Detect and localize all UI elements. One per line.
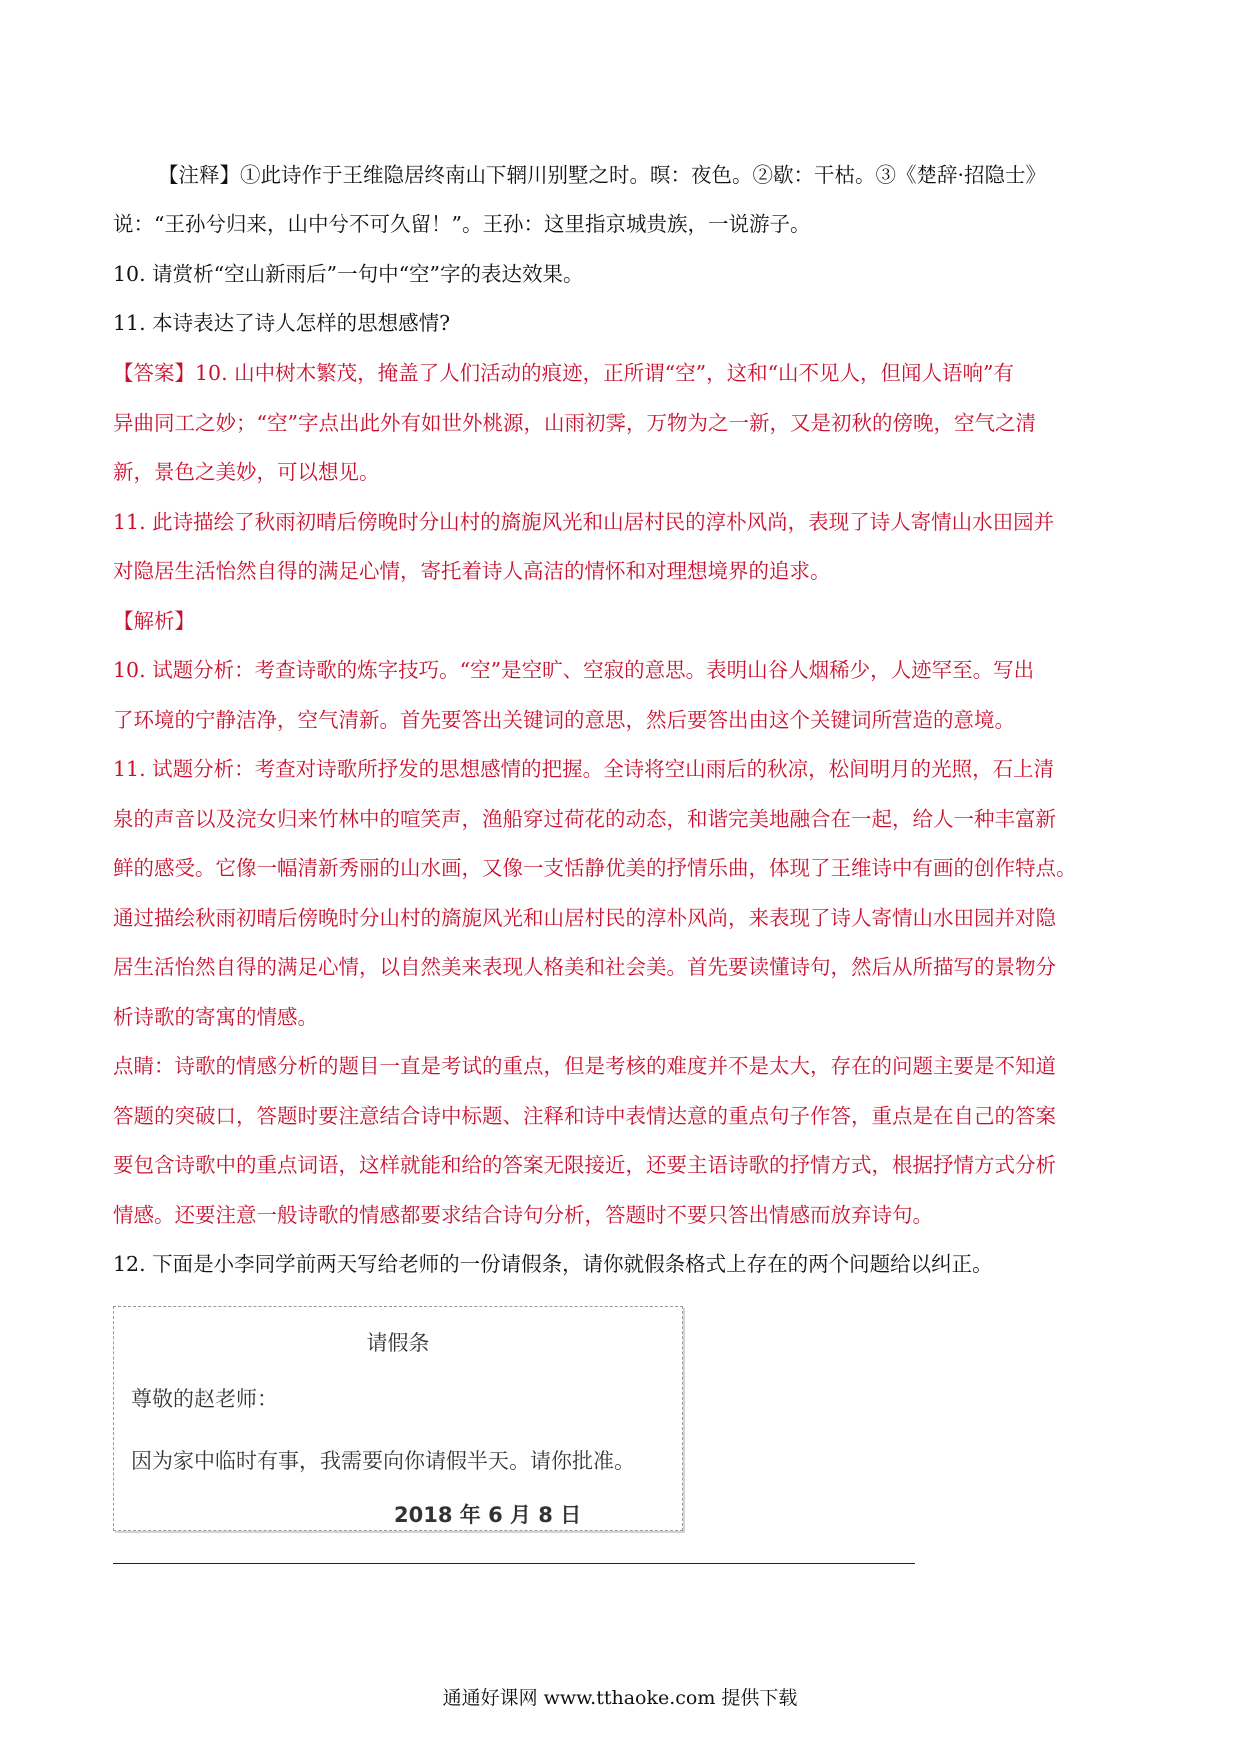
leave-note-greeting: 尊敬的赵老师： [131, 1387, 278, 1411]
analysis-11-line-2: 泉的声音以及浣女归来竹林中的喧笑声，渔船穿过荷花的动态，和谐完美地融合在一起，给人一种丰富新 [113, 807, 1056, 831]
annotation-line-2: 说：“王孙兮归来，山中兮不可久留！”。王孙：这里指京城贵族，一说游子。 [113, 212, 811, 236]
leave-note-body: 因为家中临时有事，我需要向你请假半天。请你批准。 [131, 1449, 635, 1473]
analysis-10-line-2: 了环境的宁静洁净，空气清新。首先要答出关键词的意思，然后要答出由这个关键词所营造的意境。 [113, 708, 1015, 732]
question-10: 10. 请赏析“空山新雨后”一句中“空”字的表达效果。 [113, 262, 584, 286]
analysis-11-line-5: 居生活怡然自得的满足心情，以自然美来表现人格美和社会美。首先要读懂诗句，然后从所描写的景物分 [113, 955, 1056, 979]
answer-10-line-1: 【答案】10. 山中树木繁茂，掩盖了人们活动的痕迹，正所谓“空”，这和“山不见人，但闻人语响”有 [113, 361, 1015, 385]
analysis-11-line-4: 通过描绘秋雨初晴后傍晚时分山村的旖旎风光和山居村民的淳朴风尚，来表现了诗人寄情山水田园并对隐 [113, 906, 1056, 930]
analysis-11-line-1: 11. 试题分析：考查对诗歌所抒发的思想感情的把握。全诗将空山雨后的秋凉，松间明月的光照，石上清 [113, 757, 1055, 781]
question-11: 11. 本诗表达了诗人怎样的思想感情? [113, 311, 451, 335]
answer-11-line-1: 11. 此诗描绘了秋雨初晴后傍晚时分山村的旖旎风光和山居村民的淳朴风尚，表现了诗人寄情山水田园并 [113, 510, 1055, 534]
footer-source: 通通好课网 www.tthaoke.com 提供下载 [442, 1687, 798, 1709]
tip-line-3: 要包含诗歌中的重点词语，这样就能和给的答案无限接近，还要主语诗歌的抒情方式，根据抒情方式分析 [113, 1153, 1056, 1177]
answer-10-line-2: 异曲同工之妙；“空”字点出此外有如世外桃源，山雨初霁，万物为之一新，又是初秋的傍晚，空气之清 [113, 411, 1036, 435]
tip-line-1: 点睛：诗歌的情感分析的题目一直是考试的重点，但是考核的难度并不是太大，存在的问题主要是不知道 [113, 1054, 1056, 1078]
analysis-11-line-3: 鲜的感受。它像一幅清新秀丽的山水画，又像一支恬静优美的抒情乐曲，体现了王维诗中有画的创作特点。 [113, 856, 1077, 880]
question-12: 12. 下面是小李同学前两天写给老师的一份请假条，请你就假条格式上存在的两个问题给以纠正。 [113, 1252, 993, 1276]
analysis-heading: 【解析】 [113, 609, 195, 633]
analysis-10-line-1: 10. 试题分析：考查诗歌的炼字技巧。“空”是空旷、空寂的意思。表明山谷人烟稀少，人迹罕至。写出 [113, 658, 1035, 682]
leave-note-date: 2018 年 6 月 8 日 [394, 1503, 582, 1527]
tip-line-4: 情感。还要注意一般诗歌的情感都要求结合诗句分析，答题时不要只答出情感而放弃诗句。 [113, 1203, 933, 1227]
annotation-line-1: 【注释】①此诗作于王维隐居终南山下辋川别墅之时。暝：夜色。②歇：干枯。③《楚辞·招隐士》 [158, 163, 1047, 187]
leave-note-image [113, 1306, 683, 1531]
tip-line-2: 答题的突破口，答题时要注意结合诗中标题、注释和诗中表情达意的重点句子作答，重点是在自己的答案 [113, 1104, 1056, 1128]
leave-note-title: 请假条 [366, 1331, 430, 1355]
section-divider [113, 1563, 915, 1564]
analysis-11-line-6: 析诗歌的寄寓的情感。 [113, 1005, 318, 1029]
answer-11-line-2: 对隐居生活怡然自得的满足心情，寄托着诗人高洁的情怀和对理想境界的追求。 [113, 559, 831, 583]
answer-10-line-3: 新，景色之美妙，可以想见。 [113, 460, 380, 484]
